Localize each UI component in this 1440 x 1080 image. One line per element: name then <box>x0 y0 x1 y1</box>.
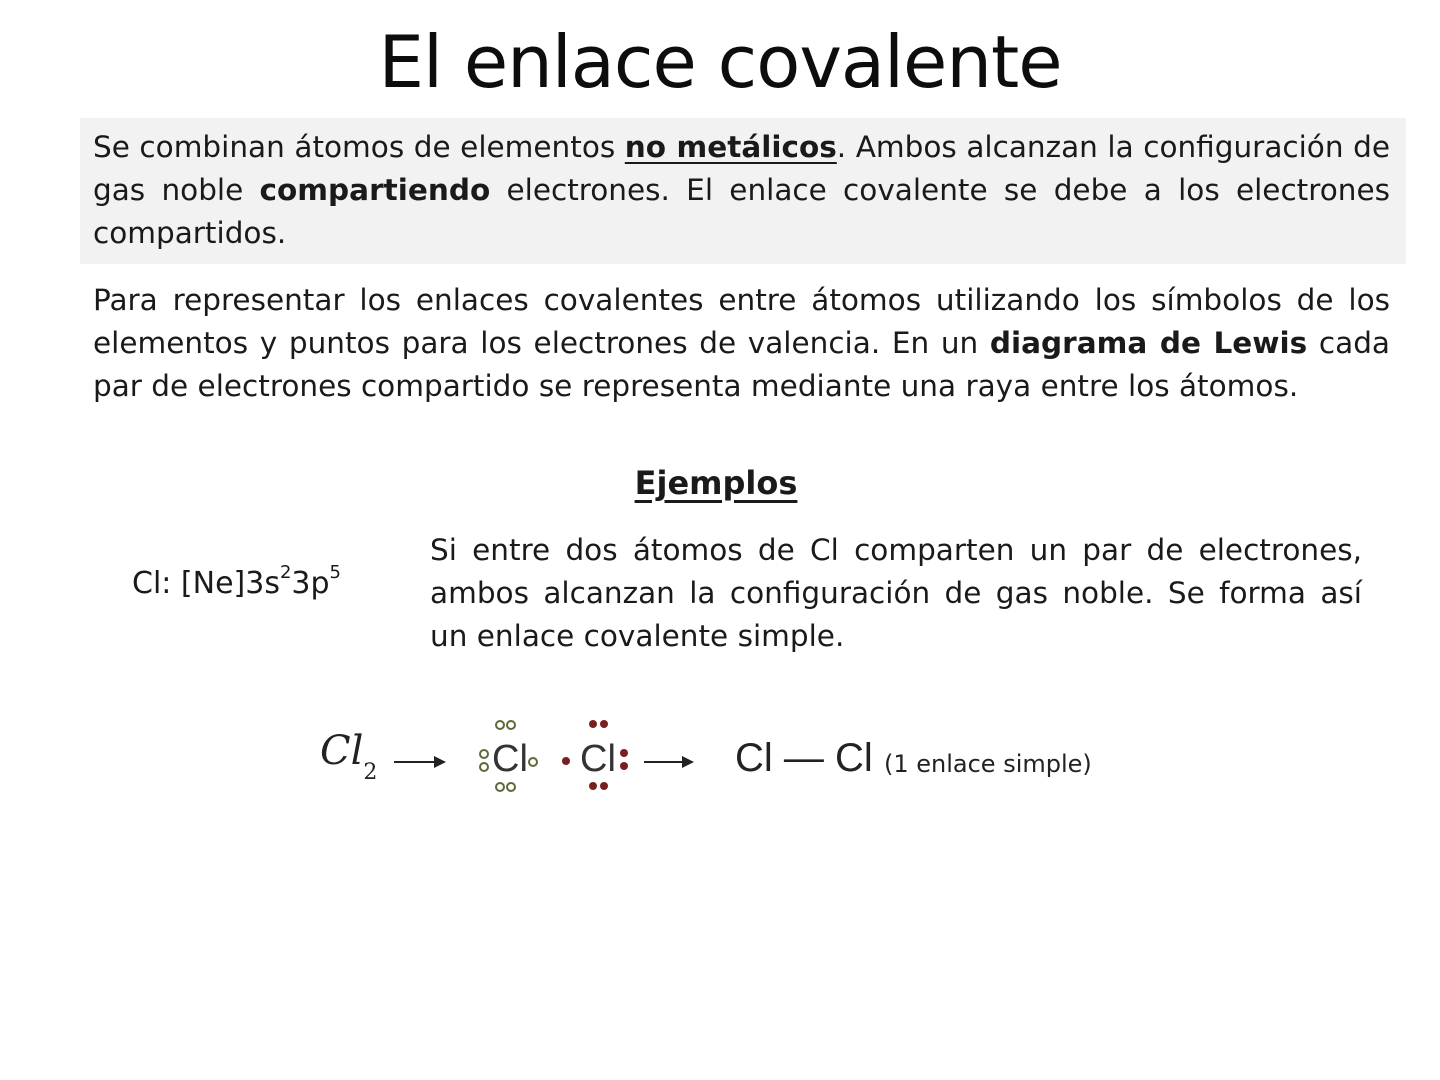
electron-dot-icon <box>506 782 516 792</box>
lewis-atom-right: Cl <box>580 738 616 780</box>
lewis-text-2: cada par de electrones compartido se representa mediante una raya entre los átomos. <box>93 326 1390 403</box>
bond-result: Cl — Cl <box>735 736 873 780</box>
arrow-icon <box>394 761 444 763</box>
intro-text-3: electrones. El enlace covalente se debe a los electrones compartidos. <box>93 173 1390 250</box>
electron-dot-icon <box>620 749 628 757</box>
cl2-symbol: Cl <box>320 728 364 774</box>
intro-no-metalicos: no metálicos <box>624 130 837 164</box>
electron-dot-icon <box>479 762 489 772</box>
electron-dot-icon <box>528 757 538 767</box>
electron-dot-icon <box>589 782 597 790</box>
lewis-text-1: Para representar los enlaces covalentes entre átomos utilizando los símbolos de los elementos y puntos para los electrones de valencia. En un <box>93 283 1390 360</box>
electron-dot-icon <box>562 757 570 765</box>
lewis-atom-left: Cl <box>492 738 528 780</box>
intro-text-1: Se combinan átomos de elementos <box>93 130 625 164</box>
electron-dot-icon <box>600 782 608 790</box>
electron-configuration <box>132 562 341 601</box>
electron-dot-icon <box>620 762 628 770</box>
config-prefix: Cl: [Ne]3s <box>132 566 280 601</box>
electron-dot-icon <box>506 720 516 730</box>
lewis-diagram-term: diagrama de Lewis <box>989 326 1308 360</box>
config-sup-p: 5 <box>329 562 341 583</box>
electron-dot-icon <box>479 749 489 759</box>
config-mid: 3p <box>291 566 330 601</box>
examples-heading: Ejemplos <box>634 464 798 502</box>
electron-dot-icon <box>495 782 505 792</box>
cl2-molecule <box>320 728 378 785</box>
cl2-subscript: 2 <box>363 760 378 785</box>
electron-dot-icon <box>600 720 608 728</box>
example-description: Si entre dos átomos de Cl comparten un par de electrones, ambos alcanzan la configuración de gas noble. Se forma así un enlace covalente simple. <box>430 533 1362 653</box>
electron-dot-icon <box>495 720 505 730</box>
page-title: El enlace covalente <box>378 20 1062 104</box>
electron-dot-icon <box>589 720 597 728</box>
lewis-paragraph <box>93 279 1390 408</box>
intro-paragraph <box>93 126 1390 255</box>
config-sup-s: 2 <box>279 562 292 583</box>
intro-text-2: . Ambos alcanzan la configuración de gas noble <box>93 130 1390 207</box>
intro-compartiendo: compartiendo <box>259 173 491 207</box>
lewis-equation <box>310 700 1110 810</box>
bond-note: (1 enlace simple) <box>884 750 1092 778</box>
arrow-icon <box>644 761 692 763</box>
